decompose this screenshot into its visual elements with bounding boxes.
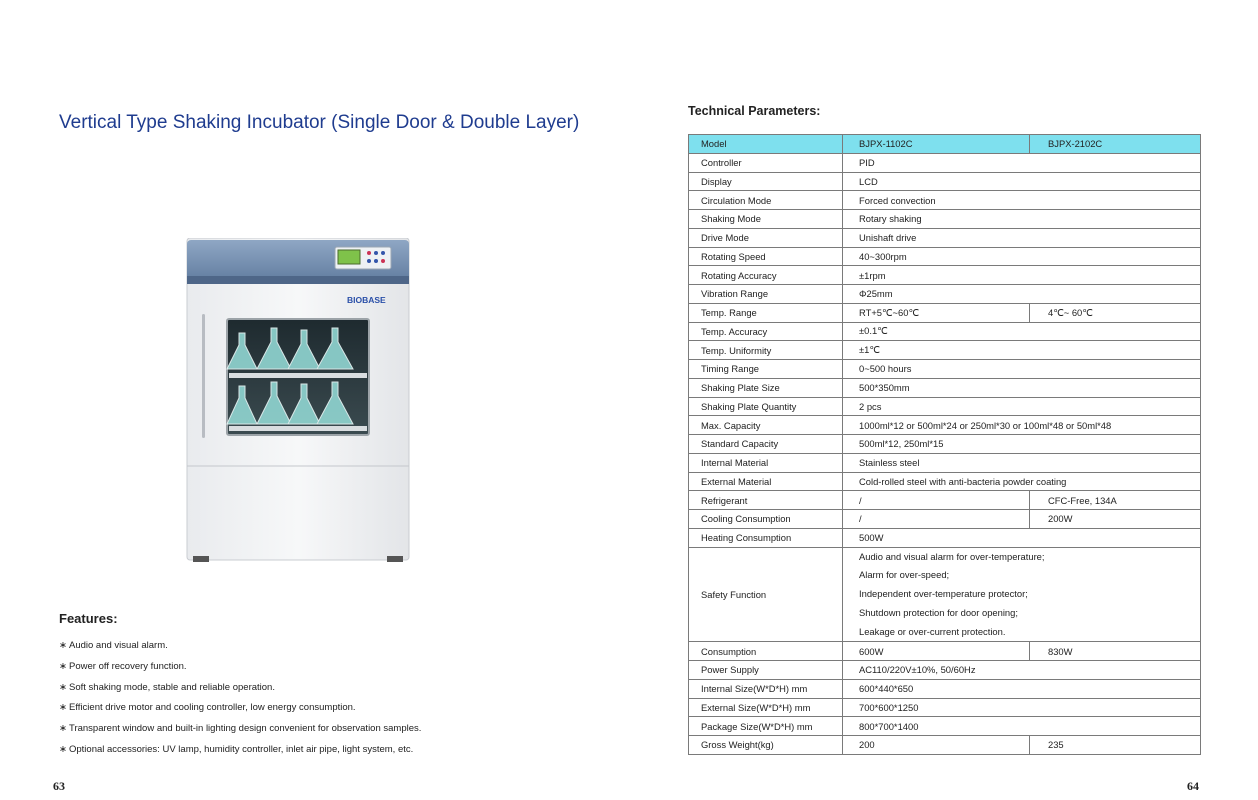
row-label: Temp. Uniformity bbox=[689, 341, 843, 360]
table-row bbox=[689, 210, 1201, 229]
row-label: Shaking Mode bbox=[689, 210, 843, 229]
row-label: Max. Capacity bbox=[689, 416, 843, 435]
row-value: Φ25mm bbox=[843, 285, 1201, 304]
list-item: ∗ Soft shaking mode, stable and reliable operation. bbox=[59, 681, 275, 693]
table-row bbox=[689, 153, 1201, 172]
page-title: Vertical Type Shaking Incubator (Single Door & Double Layer) bbox=[59, 112, 580, 133]
table-row bbox=[689, 717, 1201, 736]
table-row bbox=[689, 491, 1201, 510]
table-row bbox=[689, 285, 1201, 304]
header-cell: BJPX-2102C bbox=[1030, 135, 1201, 154]
safety-line: Alarm for over-speed; bbox=[859, 569, 950, 581]
row-label: Display bbox=[689, 172, 843, 191]
table-row bbox=[689, 397, 1201, 416]
row-value-2102c: 4℃~ 60℃ bbox=[1030, 303, 1201, 322]
table-row bbox=[689, 736, 1201, 755]
row-value: Unishaft drive bbox=[843, 228, 1201, 247]
asterisk-bullet-icon: ∗ bbox=[59, 723, 67, 735]
table-row bbox=[689, 661, 1201, 680]
row-label: Temp. Accuracy bbox=[689, 322, 843, 341]
page-number-right: 64 bbox=[1187, 779, 1199, 793]
row-value-1102c: / bbox=[843, 510, 1030, 529]
header-cell: BJPX-1102C bbox=[843, 135, 1030, 154]
row-value: 500ml*12, 250ml*15 bbox=[843, 435, 1201, 454]
header-cell: Model bbox=[689, 135, 843, 154]
table-row bbox=[689, 247, 1201, 266]
row-label: Internal Size(W*D*H) mm bbox=[689, 679, 843, 698]
row-value: 600*440*650 bbox=[843, 679, 1201, 698]
row-label: Shaking Plate Size bbox=[689, 378, 843, 397]
row-label: Circulation Mode bbox=[689, 191, 843, 210]
row-value-1102c: / bbox=[843, 491, 1030, 510]
row-label: Controller bbox=[689, 153, 843, 172]
row-label: Vibration Range bbox=[689, 285, 843, 304]
row-label: Package Size(W*D*H) mm bbox=[689, 717, 843, 736]
row-label: Consumption bbox=[689, 642, 843, 661]
table-row bbox=[689, 528, 1201, 547]
features-list bbox=[59, 640, 421, 765]
safety-function-list bbox=[843, 547, 1201, 642]
parameters-table bbox=[688, 134, 1201, 755]
row-value-2102c: 200W bbox=[1030, 510, 1201, 529]
row-value: Stainless steel bbox=[843, 453, 1201, 472]
page-number-left: 63 bbox=[53, 779, 65, 793]
row-value-1102c: 200 bbox=[843, 736, 1030, 755]
row-value: ±0.1℃ bbox=[843, 322, 1201, 341]
table-row bbox=[689, 435, 1201, 454]
asterisk-bullet-icon: ∗ bbox=[59, 660, 67, 672]
row-value: ±1℃ bbox=[843, 341, 1201, 360]
row-label: Power Supply bbox=[689, 661, 843, 680]
row-value: Forced convection bbox=[843, 191, 1201, 210]
row-label: External Size(W*D*H) mm bbox=[689, 698, 843, 717]
technical-parameters-heading: Technical Parameters: bbox=[688, 104, 821, 118]
row-label: Refrigerant bbox=[689, 491, 843, 510]
list-item: ∗ Power off recovery function. bbox=[59, 660, 187, 672]
row-label: Gross Weight(kg) bbox=[689, 736, 843, 755]
table-row bbox=[689, 322, 1201, 341]
row-label: External Material bbox=[689, 472, 843, 491]
table-row bbox=[689, 172, 1201, 191]
row-label: Timing Range bbox=[689, 360, 843, 379]
table-row bbox=[689, 472, 1201, 491]
table-row bbox=[689, 360, 1201, 379]
table-row bbox=[689, 453, 1201, 472]
row-value-2102c: 830W bbox=[1030, 642, 1201, 661]
row-value: PID bbox=[843, 153, 1201, 172]
table-row bbox=[689, 303, 1201, 322]
row-label: Rotating Accuracy bbox=[689, 266, 843, 285]
row-value: 500*350mm bbox=[843, 378, 1201, 397]
row-label: Safety Function bbox=[689, 547, 843, 642]
asterisk-bullet-icon: ∗ bbox=[59, 702, 67, 714]
row-label: Drive Mode bbox=[689, 228, 843, 247]
safety-line: Shutdown protection for door opening; bbox=[859, 606, 1018, 618]
safety-line: Audio and visual alarm for over-temperature; bbox=[859, 550, 1045, 562]
table-row bbox=[689, 378, 1201, 397]
table-header-row bbox=[689, 135, 1201, 154]
row-label: Standard Capacity bbox=[689, 435, 843, 454]
table-row bbox=[689, 679, 1201, 698]
row-value: Rotary shaking bbox=[843, 210, 1201, 229]
row-label: Heating Consumption bbox=[689, 528, 843, 547]
table-row bbox=[689, 698, 1201, 717]
row-value: 800*700*1400 bbox=[843, 717, 1201, 736]
table-row bbox=[689, 510, 1201, 529]
row-label: Rotating Speed bbox=[689, 247, 843, 266]
list-item: ∗ Audio and visual alarm. bbox=[59, 640, 168, 651]
list-item: ∗ Transparent window and built-in lighting design convenient for observation samples. bbox=[59, 723, 422, 735]
row-value: LCD bbox=[843, 172, 1201, 191]
row-value: 700*600*1250 bbox=[843, 698, 1201, 717]
row-label: Temp. Range bbox=[689, 303, 843, 322]
row-value: 40~300rpm bbox=[843, 247, 1201, 266]
features-heading: Features: bbox=[59, 611, 118, 626]
asterisk-bullet-icon: ∗ bbox=[59, 640, 67, 651]
row-value-2102c: CFC-Free, 134A bbox=[1030, 491, 1201, 510]
table-row bbox=[689, 416, 1201, 435]
safety-line: Independent over-temperature protector; bbox=[859, 588, 1028, 599]
row-value: Cold-rolled steel with anti-bacteria powder coating bbox=[843, 472, 1201, 491]
row-value-1102c: RT+5℃~60℃ bbox=[843, 303, 1030, 322]
row-value: AC110/220V±10%, 50/60Hz bbox=[843, 661, 1201, 680]
asterisk-bullet-icon: ∗ bbox=[59, 743, 67, 755]
svg-text:BIOBASE: BIOBASE bbox=[347, 295, 386, 305]
list-item: ∗ Optional accessories: UV lamp, humidity controller, inlet air pipe, light system, etc. bbox=[59, 743, 414, 755]
asterisk-bullet-icon: ∗ bbox=[59, 681, 67, 693]
row-value-1102c: 600W bbox=[843, 642, 1030, 661]
row-value: 500W bbox=[843, 528, 1201, 547]
table-row bbox=[689, 341, 1201, 360]
row-value: 0~500 hours bbox=[843, 360, 1201, 379]
product-image bbox=[185, 238, 411, 564]
table-row bbox=[689, 191, 1201, 210]
table-row bbox=[689, 228, 1201, 247]
safety-line: Leakage or over-current protection. bbox=[859, 625, 1006, 637]
table-row-safety bbox=[689, 547, 1201, 642]
row-label: Cooling Consumption bbox=[689, 510, 843, 529]
row-label: Internal Material bbox=[689, 453, 843, 472]
list-item: ∗ Efficient drive motor and cooling controller, low energy consumption. bbox=[59, 702, 356, 714]
row-value-2102c: 235 bbox=[1030, 736, 1201, 755]
row-value: ±1rpm bbox=[843, 266, 1201, 285]
row-label: Shaking Plate Quantity bbox=[689, 397, 843, 416]
row-value: 2 pcs bbox=[843, 397, 1201, 416]
table-row bbox=[689, 266, 1201, 285]
row-value: 1000ml*12 or 500ml*24 or 250ml*30 or 100ml*48 or 50ml*48 bbox=[843, 416, 1201, 435]
table-row bbox=[689, 642, 1201, 661]
